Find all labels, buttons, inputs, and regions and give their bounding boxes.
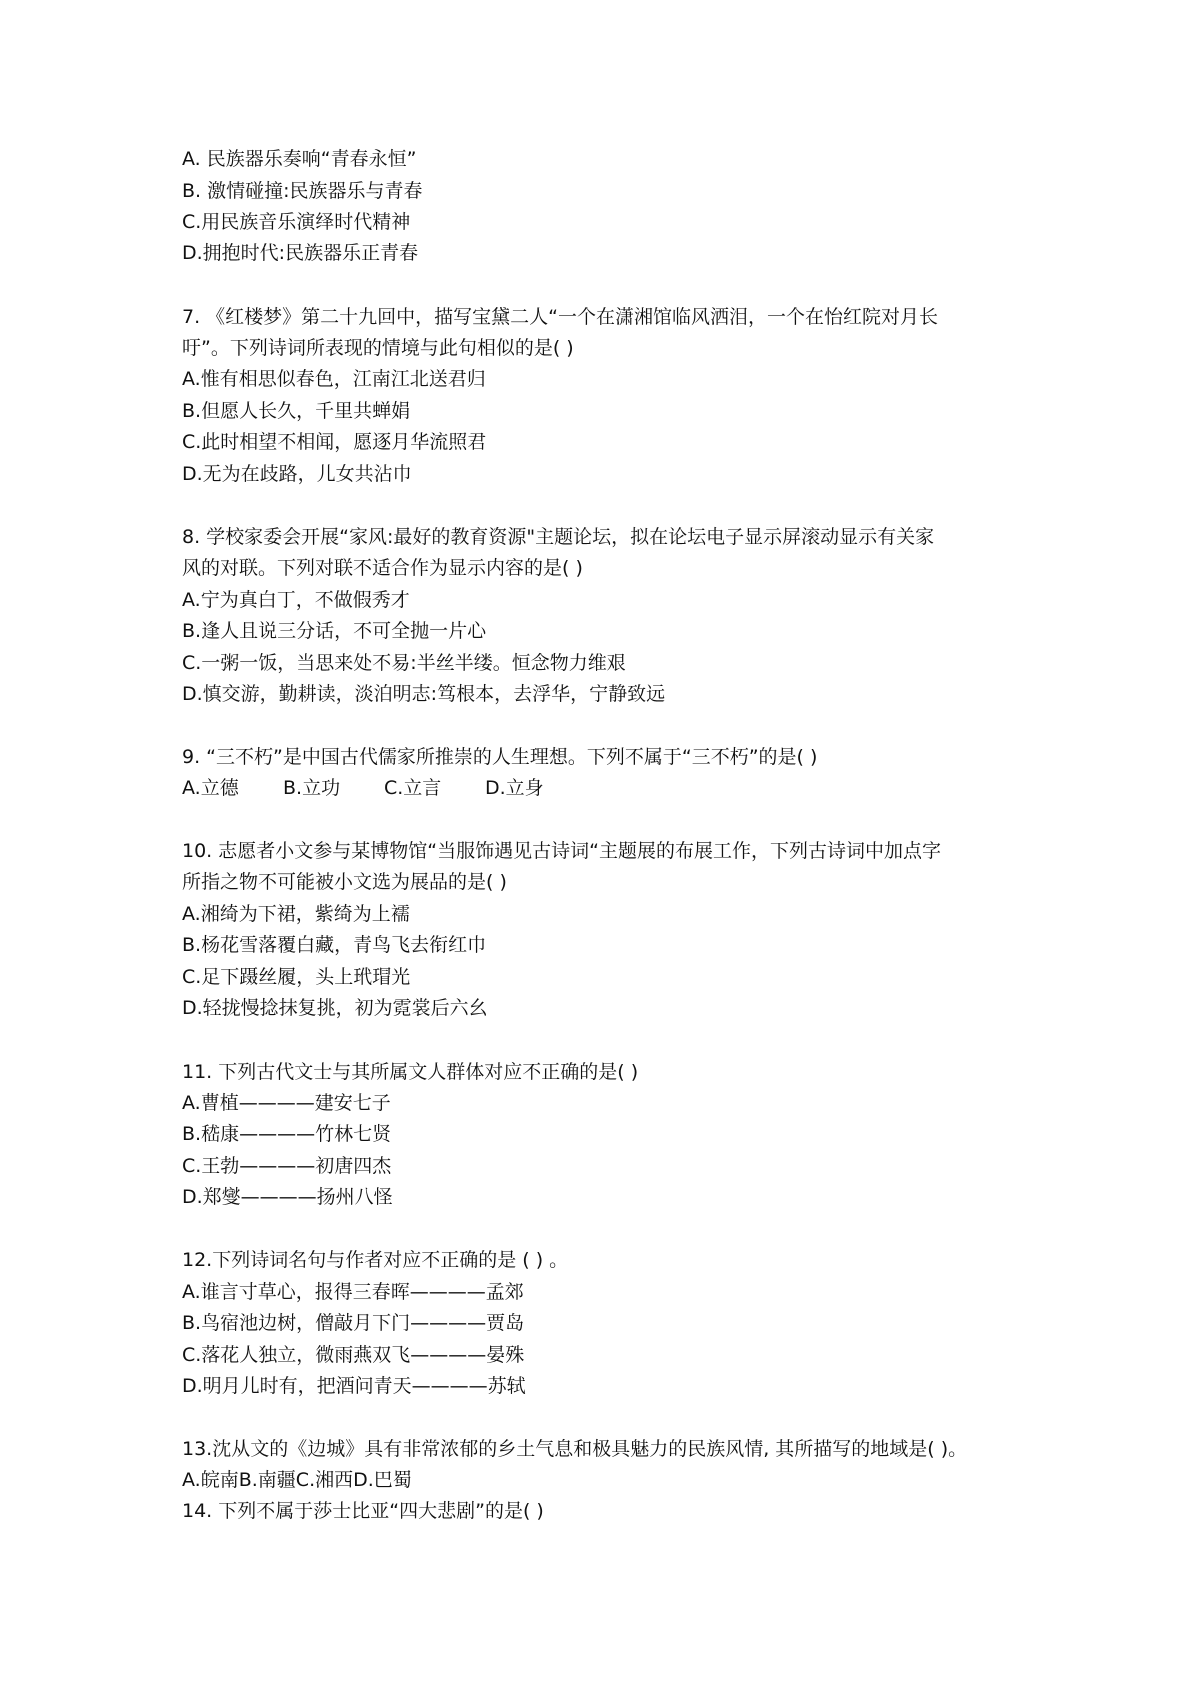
q9-option-d: D.立身	[485, 777, 544, 799]
q11-option-b: B.嵇康————竹林七贤	[182, 1123, 392, 1145]
q6-option-a: A. 民族器乐奏响“青春永恒”	[182, 148, 417, 170]
q8-option-b: B.逢人且说三分话，不可全抛一片心	[182, 620, 487, 642]
q13-option-d: D.巴蜀	[353, 1469, 412, 1491]
q9-option-b: B.立功	[283, 777, 341, 799]
q11-option-d: D.郑燮————扬州八怪	[182, 1186, 393, 1208]
q7-stem-line2: 吁”。下列诗词所表现的情境与此句相似的是( )	[182, 337, 574, 359]
q10-option-d: D.轻拢慢捻抹复挑，初为霓裳后六幺	[182, 997, 488, 1019]
q12-option-b: B.鸟宿池边树，僧敲月下门————贾岛	[182, 1312, 525, 1334]
q8-stem-line1: 8. 学校家委会开展“家风:最好的教育资源"主题论坛，拟在论坛电子显示屏滚动显示有关家	[182, 526, 935, 548]
q11-option-a: A.曹植————建安七子	[182, 1092, 391, 1114]
q7-stem-line1: 7. 《红楼梦》第二十九回中，描写宝黛二人“一个在潇湘馆临风洒泪，一个在怡红院对月长	[182, 306, 939, 328]
q10-option-b: B.杨花雪落覆白藏，青鸟飞去衔红巾	[182, 934, 487, 956]
q6-option-d: D.拥抱时代:民族器乐正青春	[182, 242, 419, 264]
q12-option-d: D.明月儿时有，把酒问青天————苏轼	[182, 1375, 526, 1397]
q9-option-a: A.立德	[182, 777, 239, 799]
q7-option-b: B.但愿人长久，千里共蝉娟	[182, 400, 411, 422]
q11-stem: 11. 下列古代文士与其所属文人群体对应不正确的是( )	[182, 1061, 639, 1083]
q6-option-c: C.用民族音乐演绎时代精神	[182, 211, 411, 233]
q12-stem: 12.下列诗词名句与作者对应不正确的是 ( ) 。	[182, 1249, 569, 1271]
q11-option-c: C.王勃————初唐四杰	[182, 1155, 392, 1177]
q13-stem: 13.沈从文的《边城》具有非常浓郁的乡土气息和极具魅力的民族风情, 其所描写的地域是( )。	[182, 1438, 968, 1460]
q10-stem-line2: 所指之物不可能被小文选为展品的是( )	[182, 871, 507, 893]
q13-option-b: B.南疆	[238, 1469, 296, 1491]
q8-option-c: C.一粥一饭，当思来处不易:半丝半缕。恒念物力维艰	[182, 652, 626, 674]
q9-option-c: C.立言	[384, 777, 442, 799]
q8-stem-line2: 风的对联。下列对联不适合作为显示内容的是( )	[182, 557, 583, 579]
q10-stem-line1: 10. 志愿者小文参与某博物馆“当服饰遇见古诗词“主题展的布展工作，下列古诗词中加点字	[182, 840, 941, 862]
q10-option-a: A.湘绮为下裙，紫绮为上襦	[182, 903, 410, 925]
q14-stem: 14. 下列不属于莎士比亚“四大悲剧”的是( )	[182, 1500, 544, 1522]
q10-option-c: C.足下蹑丝履，头上玳瑁光	[182, 966, 411, 988]
q7-option-a: A.惟有相思似春色，江南江北送君归	[182, 368, 486, 390]
q9-options	[182, 775, 544, 801]
q13-option-c: C.湘西	[295, 1469, 354, 1491]
q12-option-a: A.谁言寸草心，报得三春晖————孟郊	[182, 1281, 524, 1303]
q7-option-c: C.此时相望不相闻，愿逐月华流照君	[182, 431, 487, 453]
q9-stem: 9. “三不朽”是中国古代儒家所推崇的人生理想。下列不属于“三不朽”的是( )	[182, 746, 818, 768]
q8-option-d: D.慎交游，勤耕读，淡泊明志:笃根本，去浮华，宁静致远	[182, 683, 666, 705]
q12-option-c: C.落花人独立，微雨燕双飞————晏殊	[182, 1344, 525, 1366]
q13-option-a: A.皖南	[182, 1469, 239, 1491]
q6-option-b: B. 激情碰撞:民族器乐与青春	[182, 180, 423, 202]
q8-option-a: A.宁为真白丁，不做假秀才	[182, 589, 410, 611]
q13-options	[182, 1467, 412, 1493]
q7-option-d: D.无为在歧路，儿女共沾巾	[182, 463, 412, 485]
